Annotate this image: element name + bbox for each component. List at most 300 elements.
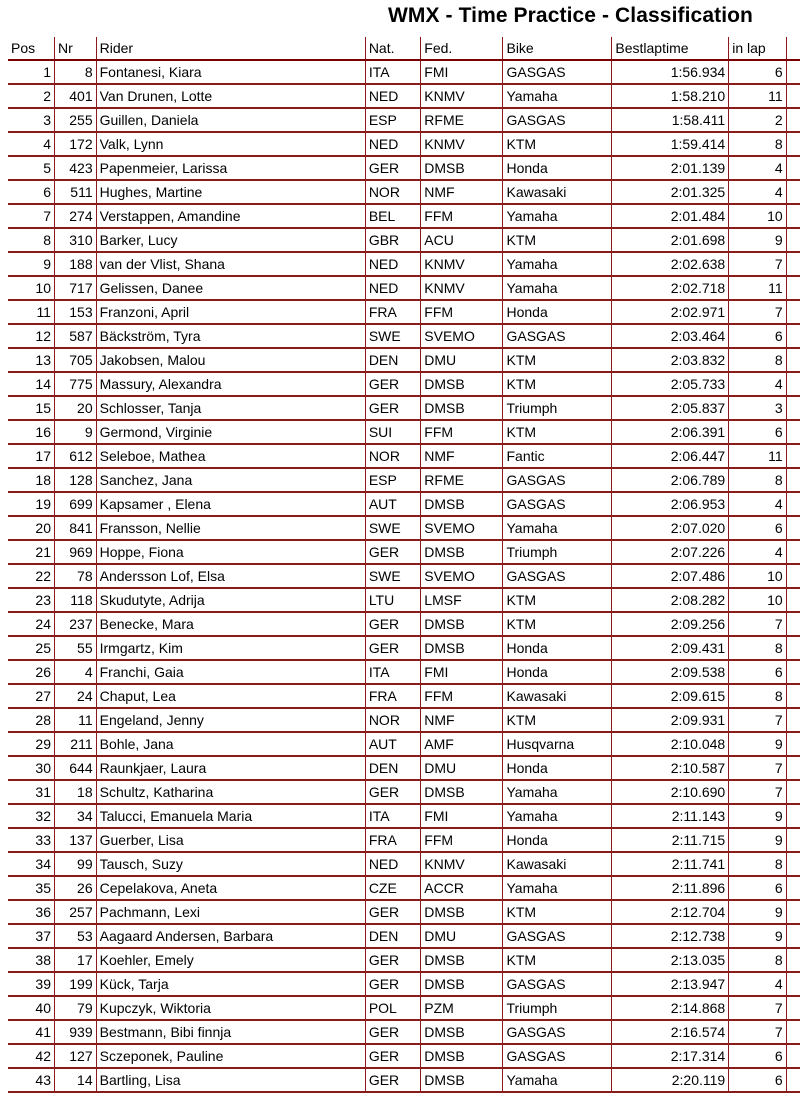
cell-nat: SWE (365, 324, 420, 348)
cell-in-lap: 7 (729, 300, 786, 324)
cell-rider: Kapsamer , Elena (96, 492, 365, 516)
cell-bestlaptime: 2:07.486 (612, 564, 729, 588)
cell-bestlaptime: 1:56.934 (612, 60, 729, 84)
cell-pos: 8 (8, 228, 54, 252)
cell-extra (786, 612, 800, 636)
cell-bestlaptime: 2:10.048 (612, 732, 729, 756)
cell-in-lap: 4 (729, 492, 786, 516)
cell-pos: 24 (8, 612, 54, 636)
cell-in-lap: 9 (729, 900, 786, 924)
cell-extra (786, 492, 800, 516)
cell-pos: 13 (8, 348, 54, 372)
cell-bestlaptime: 2:16.574 (612, 1020, 729, 1044)
cell-in-lap: 7 (729, 996, 786, 1020)
cell-fed: DMSB (421, 492, 503, 516)
cell-in-lap: 6 (729, 1044, 786, 1068)
cell-nr: 53 (54, 924, 96, 948)
cell-bestlaptime: 2:12.704 (612, 900, 729, 924)
cell-bike: Yamaha (503, 84, 612, 108)
cell-rider: Franzoni, April (96, 300, 365, 324)
cell-rider: Pachmann, Lexi (96, 900, 365, 924)
cell-nr: 255 (54, 108, 96, 132)
cell-fed: NMF (421, 180, 503, 204)
cell-bestlaptime: 2:10.587 (612, 756, 729, 780)
cell-nr: 401 (54, 84, 96, 108)
cell-in-lap: 4 (729, 540, 786, 564)
table-row (8, 516, 800, 540)
table-row (8, 1044, 800, 1068)
cell-nr: 969 (54, 540, 96, 564)
cell-bestlaptime: 2:01.484 (612, 204, 729, 228)
cell-nat: SWE (365, 516, 420, 540)
cell-rider: Gelissen, Danee (96, 276, 365, 300)
cell-extra (786, 204, 800, 228)
cell-rider: Skudutyte, Adrija (96, 588, 365, 612)
cell-pos: 39 (8, 972, 54, 996)
cell-nat: GBR (365, 228, 420, 252)
cell-nat: NED (365, 252, 420, 276)
cell-bestlaptime: 2:03.832 (612, 348, 729, 372)
cell-bike: Fantic (503, 444, 612, 468)
cell-fed: FMI (421, 60, 503, 84)
cell-pos: 11 (8, 300, 54, 324)
cell-nat: GER (365, 1044, 420, 1068)
cell-in-lap: 2 (729, 108, 786, 132)
cell-bestlaptime: 2:11.741 (612, 852, 729, 876)
cell-bestlaptime: 2:17.314 (612, 1044, 729, 1068)
cell-in-lap: 6 (729, 516, 786, 540)
cell-in-lap: 7 (729, 612, 786, 636)
cell-bestlaptime: 2:07.020 (612, 516, 729, 540)
cell-nr: 587 (54, 324, 96, 348)
cell-fed: DMSB (421, 612, 503, 636)
cell-nr: 128 (54, 468, 96, 492)
cell-fed: DMSB (421, 372, 503, 396)
cell-in-lap: 9 (729, 924, 786, 948)
table-row (8, 180, 800, 204)
cell-fed: RFME (421, 108, 503, 132)
table-row (8, 372, 800, 396)
cell-extra (786, 516, 800, 540)
cell-fed: SVEMO (421, 516, 503, 540)
cell-rider: Hoppe, Fiona (96, 540, 365, 564)
cell-bike: Honda (503, 300, 612, 324)
cell-bike: Honda (503, 756, 612, 780)
cell-extra (786, 852, 800, 876)
cell-fed: DMSB (421, 1044, 503, 1068)
cell-bike: KTM (503, 612, 612, 636)
cell-bestlaptime: 1:59.414 (612, 132, 729, 156)
cell-nat: AUT (365, 492, 420, 516)
table-row (8, 996, 800, 1020)
table-row (8, 276, 800, 300)
cell-pos: 10 (8, 276, 54, 300)
cell-bestlaptime: 2:09.538 (612, 660, 729, 684)
cell-in-lap: 4 (729, 372, 786, 396)
table-row (8, 804, 800, 828)
cell-pos: 3 (8, 108, 54, 132)
cell-fed: FFM (421, 204, 503, 228)
cell-nat: GER (365, 372, 420, 396)
cell-pos: 17 (8, 444, 54, 468)
cell-in-lap: 8 (729, 636, 786, 660)
cell-bestlaptime: 2:08.282 (612, 588, 729, 612)
cell-rider: Andersson Lof, Elsa (96, 564, 365, 588)
cell-extra (786, 804, 800, 828)
cell-nr: 717 (54, 276, 96, 300)
cell-in-lap: 8 (729, 348, 786, 372)
cell-bike: GASGAS (503, 60, 612, 84)
cell-rider: Aagaard Andersen, Barbara (96, 924, 365, 948)
table-row (8, 156, 800, 180)
cell-pos: 31 (8, 780, 54, 804)
cell-bike: Yamaha (503, 1068, 612, 1092)
cell-nr: 211 (54, 732, 96, 756)
cell-extra (786, 636, 800, 660)
cell-nr: 127 (54, 1044, 96, 1068)
cell-bestlaptime: 1:58.210 (612, 84, 729, 108)
cell-bestlaptime: 2:09.615 (612, 684, 729, 708)
cell-fed: ACU (421, 228, 503, 252)
header-fed: Fed. (421, 37, 503, 60)
cell-bestlaptime: 2:01.139 (612, 156, 729, 180)
cell-rider: Chaput, Lea (96, 684, 365, 708)
cell-extra (786, 252, 800, 276)
table-row (8, 540, 800, 564)
table-row (8, 636, 800, 660)
cell-bike: GASGAS (503, 1020, 612, 1044)
cell-pos: 40 (8, 996, 54, 1020)
cell-bike: GASGAS (503, 564, 612, 588)
cell-in-lap: 7 (729, 252, 786, 276)
cell-fed: KNMV (421, 276, 503, 300)
cell-in-lap: 11 (729, 444, 786, 468)
cell-pos: 15 (8, 396, 54, 420)
header-nr: Nr (54, 37, 96, 60)
cell-in-lap: 4 (729, 156, 786, 180)
table-row (8, 612, 800, 636)
cell-in-lap: 3 (729, 396, 786, 420)
cell-pos: 14 (8, 372, 54, 396)
cell-extra (786, 84, 800, 108)
cell-rider: Sanchez, Jana (96, 468, 365, 492)
cell-extra (786, 420, 800, 444)
cell-pos: 20 (8, 516, 54, 540)
cell-rider: Koehler, Emely (96, 948, 365, 972)
cell-bike: GASGAS (503, 324, 612, 348)
table-row (8, 420, 800, 444)
cell-nr: 257 (54, 900, 96, 924)
cell-nat: NOR (365, 180, 420, 204)
cell-rider: Franchi, Gaia (96, 660, 365, 684)
cell-in-lap: 9 (729, 828, 786, 852)
cell-fed: KNMV (421, 852, 503, 876)
cell-bike: KTM (503, 372, 612, 396)
cell-bestlaptime: 2:06.953 (612, 492, 729, 516)
cell-extra (786, 588, 800, 612)
cell-bestlaptime: 2:05.837 (612, 396, 729, 420)
cell-bike: GASGAS (503, 1044, 612, 1068)
table-row (8, 924, 800, 948)
cell-fed: AMF (421, 732, 503, 756)
cell-nr: 612 (54, 444, 96, 468)
cell-rider: van der Vlist, Shana (96, 252, 365, 276)
cell-bike: Husqvarna (503, 732, 612, 756)
cell-bike: Honda (503, 828, 612, 852)
cell-nat: DEN (365, 924, 420, 948)
cell-pos: 2 (8, 84, 54, 108)
cell-nr: 24 (54, 684, 96, 708)
cell-nr: 4 (54, 660, 96, 684)
cell-bike: Honda (503, 636, 612, 660)
cell-in-lap: 8 (729, 468, 786, 492)
cell-fed: FFM (421, 300, 503, 324)
cell-in-lap: 9 (729, 804, 786, 828)
cell-extra (786, 156, 800, 180)
cell-pos: 41 (8, 1020, 54, 1044)
cell-nat: GER (365, 948, 420, 972)
cell-nr: 310 (54, 228, 96, 252)
cell-nat: GER (365, 1068, 420, 1092)
cell-pos: 38 (8, 948, 54, 972)
cell-fed: KNMV (421, 132, 503, 156)
cell-bike: Yamaha (503, 876, 612, 900)
cell-rider: Seleboe, Mathea (96, 444, 365, 468)
table-row (8, 300, 800, 324)
cell-nr: 699 (54, 492, 96, 516)
cell-bike: GASGAS (503, 492, 612, 516)
table-row (8, 828, 800, 852)
cell-nat: AUT (365, 732, 420, 756)
cell-rider: Germond, Virginie (96, 420, 365, 444)
cell-extra (786, 708, 800, 732)
cell-pos: 5 (8, 156, 54, 180)
cell-bestlaptime: 2:06.789 (612, 468, 729, 492)
cell-pos: 23 (8, 588, 54, 612)
cell-extra (786, 468, 800, 492)
cell-pos: 33 (8, 828, 54, 852)
cell-in-lap: 7 (729, 756, 786, 780)
cell-extra (786, 300, 800, 324)
cell-rider: Fransson, Nellie (96, 516, 365, 540)
cell-rider: Cepelakova, Aneta (96, 876, 365, 900)
cell-pos: 1 (8, 60, 54, 84)
cell-in-lap: 10 (729, 204, 786, 228)
table-row (8, 588, 800, 612)
cell-fed: KNMV (421, 252, 503, 276)
cell-in-lap: 8 (729, 132, 786, 156)
cell-bike: Triumph (503, 540, 612, 564)
cell-extra (786, 972, 800, 996)
cell-nat: FRA (365, 828, 420, 852)
cell-fed: FFM (421, 828, 503, 852)
cell-extra (786, 1068, 800, 1092)
cell-nr: 78 (54, 564, 96, 588)
cell-extra (786, 948, 800, 972)
cell-nr: 9 (54, 420, 96, 444)
cell-bike: GASGAS (503, 108, 612, 132)
cell-fed: DMSB (421, 540, 503, 564)
table-row (8, 492, 800, 516)
cell-pos: 36 (8, 900, 54, 924)
cell-bestlaptime: 2:07.226 (612, 540, 729, 564)
cell-in-lap: 6 (729, 324, 786, 348)
cell-rider: Barker, Lucy (96, 228, 365, 252)
cell-nat: NED (365, 84, 420, 108)
cell-bike: Yamaha (503, 780, 612, 804)
cell-extra (786, 684, 800, 708)
cell-bike: Yamaha (503, 204, 612, 228)
cell-fed: KNMV (421, 84, 503, 108)
cell-in-lap: 6 (729, 60, 786, 84)
cell-fed: LMSF (421, 588, 503, 612)
cell-bestlaptime: 2:12.738 (612, 924, 729, 948)
cell-pos: 4 (8, 132, 54, 156)
cell-nat: GER (365, 540, 420, 564)
cell-nr: 511 (54, 180, 96, 204)
cell-nr: 99 (54, 852, 96, 876)
cell-in-lap: 7 (729, 708, 786, 732)
cell-pos: 32 (8, 804, 54, 828)
cell-nr: 423 (54, 156, 96, 180)
cell-pos: 43 (8, 1068, 54, 1092)
cell-bestlaptime: 2:13.947 (612, 972, 729, 996)
table-row (8, 252, 800, 276)
cell-in-lap: 7 (729, 1020, 786, 1044)
cell-nr: 8 (54, 60, 96, 84)
cell-extra (786, 108, 800, 132)
cell-bestlaptime: 2:06.447 (612, 444, 729, 468)
cell-nr: 172 (54, 132, 96, 156)
cell-nat: SWE (365, 564, 420, 588)
cell-extra (786, 60, 800, 84)
cell-rider: Tausch, Suzy (96, 852, 365, 876)
cell-rider: Valk, Lynn (96, 132, 365, 156)
cell-bestlaptime: 2:01.325 (612, 180, 729, 204)
cell-extra (786, 276, 800, 300)
cell-nat: GER (365, 156, 420, 180)
table-row (8, 348, 800, 372)
header-nat: Nat. (365, 37, 420, 60)
cell-bestlaptime: 2:02.971 (612, 300, 729, 324)
cell-nr: 26 (54, 876, 96, 900)
cell-extra (786, 180, 800, 204)
cell-in-lap: 9 (729, 228, 786, 252)
cell-pos: 12 (8, 324, 54, 348)
table-row (8, 660, 800, 684)
table-row (8, 756, 800, 780)
cell-bike: Kawasaki (503, 684, 612, 708)
cell-bike: KTM (503, 348, 612, 372)
cell-rider: Sczeponek, Pauline (96, 1044, 365, 1068)
cell-fed: NMF (421, 444, 503, 468)
cell-rider: Bartling, Lisa (96, 1068, 365, 1092)
page-title: WMX - Time Practice - Classification (388, 4, 753, 27)
cell-bestlaptime: 2:14.868 (612, 996, 729, 1020)
cell-in-lap: 6 (729, 660, 786, 684)
cell-pos: 27 (8, 684, 54, 708)
cell-nat: ESP (365, 108, 420, 132)
cell-nr: 153 (54, 300, 96, 324)
cell-extra (786, 780, 800, 804)
table-row (8, 132, 800, 156)
cell-fed: DMU (421, 924, 503, 948)
cell-bike: Kawasaki (503, 852, 612, 876)
table-row (8, 972, 800, 996)
header-pos: Pos (8, 37, 54, 60)
cell-rider: Schlosser, Tanja (96, 396, 365, 420)
cell-nr: 14 (54, 1068, 96, 1092)
cell-nat: BEL (365, 204, 420, 228)
cell-rider: Fontanesi, Kiara (96, 60, 365, 84)
cell-in-lap: 8 (729, 948, 786, 972)
cell-bestlaptime: 2:02.718 (612, 276, 729, 300)
cell-rider: Irmgartz, Kim (96, 636, 365, 660)
cell-bestlaptime: 2:09.256 (612, 612, 729, 636)
cell-pos: 9 (8, 252, 54, 276)
cell-rider: Guerber, Lisa (96, 828, 365, 852)
cell-pos: 7 (8, 204, 54, 228)
cell-pos: 6 (8, 180, 54, 204)
cell-nat: NED (365, 132, 420, 156)
cell-bike: KTM (503, 228, 612, 252)
cell-nat: GER (365, 636, 420, 660)
cell-bike: Triumph (503, 396, 612, 420)
cell-nr: 18 (54, 780, 96, 804)
cell-nat: GER (365, 780, 420, 804)
cell-rider: Bohle, Jana (96, 732, 365, 756)
cell-pos: 28 (8, 708, 54, 732)
cell-nr: 939 (54, 1020, 96, 1044)
cell-extra (786, 732, 800, 756)
cell-rider: Hughes, Martine (96, 180, 365, 204)
cell-in-lap: 8 (729, 852, 786, 876)
cell-bike: KTM (503, 708, 612, 732)
cell-in-lap: 4 (729, 972, 786, 996)
cell-bike: KTM (503, 588, 612, 612)
cell-extra (786, 828, 800, 852)
cell-nat: DEN (365, 756, 420, 780)
table-row (8, 876, 800, 900)
cell-bike: Kawasaki (503, 180, 612, 204)
table-row (8, 204, 800, 228)
cell-rider: Schultz, Katharina (96, 780, 365, 804)
cell-fed: DMSB (421, 1020, 503, 1044)
header-extra (786, 37, 800, 60)
table-row (8, 732, 800, 756)
cell-rider: Bestmann, Bibi finnja (96, 1020, 365, 1044)
cell-extra (786, 444, 800, 468)
cell-in-lap: 11 (729, 84, 786, 108)
cell-bestlaptime: 2:11.896 (612, 876, 729, 900)
cell-nr: 199 (54, 972, 96, 996)
cell-rider: Bäckström, Tyra (96, 324, 365, 348)
cell-in-lap: 10 (729, 564, 786, 588)
cell-in-lap: 6 (729, 876, 786, 900)
table-row (8, 84, 800, 108)
cell-in-lap: 6 (729, 1068, 786, 1092)
cell-nat: FRA (365, 300, 420, 324)
cell-extra (786, 564, 800, 588)
cell-nat: NED (365, 852, 420, 876)
cell-nr: 17 (54, 948, 96, 972)
cell-nat: GER (365, 612, 420, 636)
cell-extra (786, 348, 800, 372)
cell-bike: Honda (503, 660, 612, 684)
cell-pos: 22 (8, 564, 54, 588)
cell-rider: Jakobsen, Malou (96, 348, 365, 372)
cell-rider: Benecke, Mara (96, 612, 365, 636)
